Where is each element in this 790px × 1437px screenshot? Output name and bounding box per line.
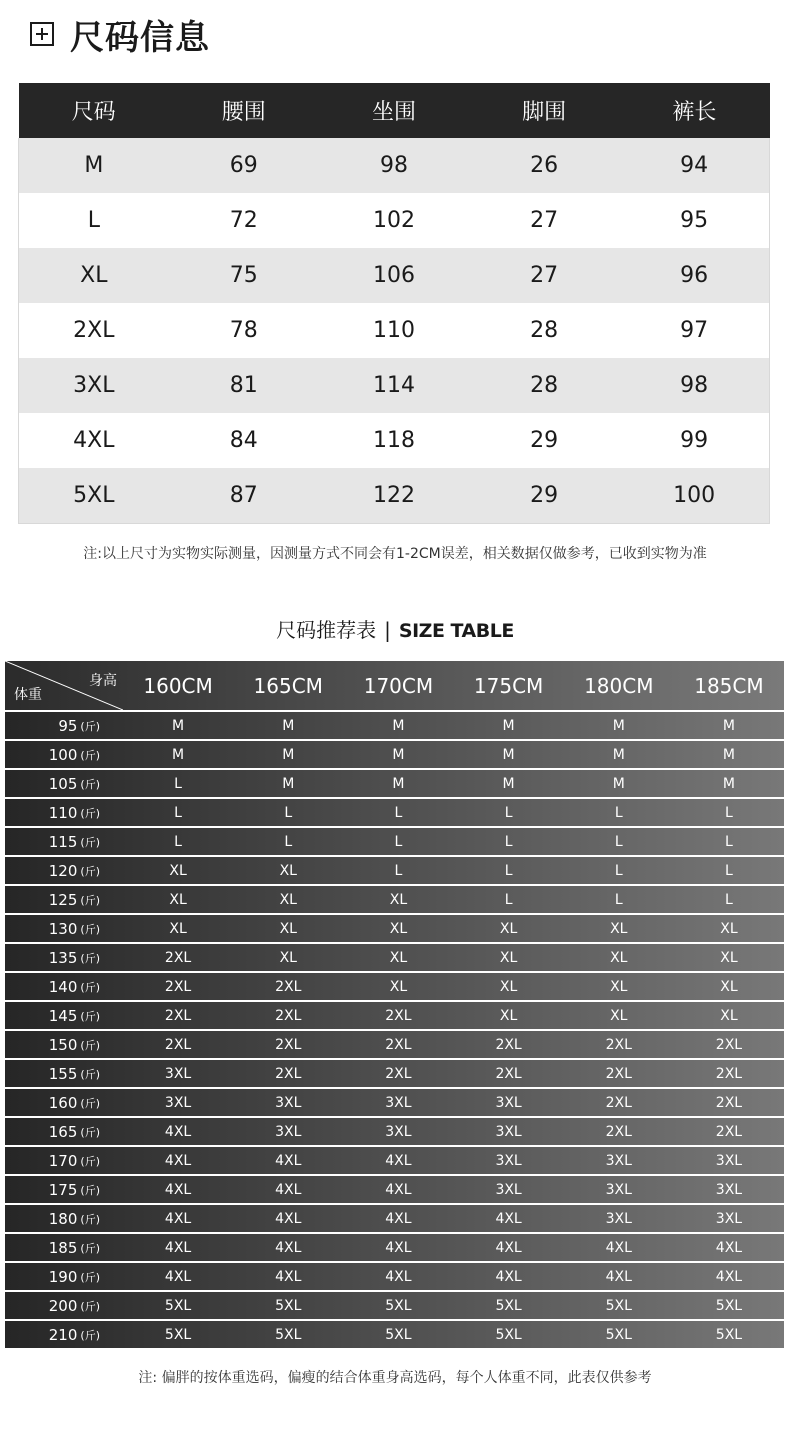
recommend-header-row [5, 661, 784, 710]
size-info-cell: 28 [469, 303, 619, 358]
size-cell: 4XL [164, 1239, 192, 1256]
size-info-header-cell: 腰围 [169, 83, 319, 138]
weight-cell [5, 741, 123, 768]
size-info-header-cell: 尺码 [19, 83, 169, 138]
weight-unit: (斤) [80, 777, 100, 791]
weight-cell [5, 828, 123, 855]
size-cell: M [502, 746, 515, 763]
weight-value: 115 [48, 832, 78, 851]
weight-value: 125 [48, 890, 78, 909]
size-cell: 3XL [495, 1094, 522, 1111]
size-info-row [19, 413, 770, 468]
size-cell: 2XL [385, 1007, 412, 1024]
size-cell: 5XL [275, 1297, 302, 1314]
size-cell: XL [720, 949, 738, 966]
size-cell: 3XL [495, 1123, 522, 1140]
weight-cell [5, 1263, 123, 1290]
size-info-cell: XL [19, 248, 169, 303]
title-separator: | [384, 618, 391, 642]
size-cell: 5XL [164, 1297, 192, 1314]
weight-cell [5, 915, 123, 942]
size-cell: 2XL [275, 1065, 302, 1082]
size-cell: XL [610, 1007, 628, 1024]
size-cell: M [282, 717, 295, 734]
size-cell: 3XL [164, 1094, 192, 1111]
weight-unit: (斤) [80, 864, 100, 878]
weight-cell [5, 886, 123, 913]
size-cell: 2XL [495, 1036, 522, 1053]
weight-cell [5, 1031, 123, 1058]
size-cell: 3XL [605, 1210, 632, 1227]
size-info-cell: 84 [169, 413, 319, 468]
weight-unit: (斤) [80, 1270, 100, 1284]
weight-cell [5, 973, 123, 1000]
weight-unit: (斤) [80, 1125, 100, 1139]
size-cell: XL [169, 920, 187, 937]
weight-unit: (斤) [80, 951, 100, 965]
size-info-cell: 2XL [19, 303, 169, 358]
size-info-cell: 26 [469, 138, 619, 193]
size-cell: L [284, 804, 293, 821]
size-cell: 4XL [164, 1268, 192, 1285]
recommend-row [5, 1147, 784, 1174]
size-cell: L [614, 862, 623, 879]
weight-value: 200 [48, 1296, 78, 1315]
weight-cell [5, 1234, 123, 1261]
size-cell: 5XL [715, 1297, 743, 1314]
size-cell: XL [610, 920, 628, 937]
size-cell: 4XL [385, 1210, 412, 1227]
size-cell: L [725, 891, 733, 908]
recommend-row [5, 1292, 784, 1319]
weight-value: 145 [48, 1006, 78, 1025]
size-info-cell: 29 [469, 413, 619, 468]
size-cell: 2XL [605, 1123, 632, 1140]
size-info-cell: 99 [619, 413, 769, 468]
size-cell: M [612, 746, 625, 763]
size-info-cell: 98 [319, 138, 469, 193]
size-info-cell: 94 [619, 138, 769, 193]
weight-cell [5, 712, 123, 739]
size-cell: 4XL [385, 1268, 412, 1285]
recommend-title-en: SIZE TABLE [398, 620, 514, 642]
size-cell: 2XL [715, 1123, 743, 1140]
size-info-cell: 102 [319, 193, 469, 248]
section-header [30, 14, 210, 58]
size-info-table [18, 83, 770, 524]
size-cell: L [174, 833, 182, 850]
recommend-row [5, 1263, 784, 1290]
height-header-cell: 175CM [473, 673, 544, 698]
weight-cell [5, 1118, 123, 1145]
size-cell: 2XL [275, 978, 302, 995]
size-cell: 5XL [275, 1326, 302, 1343]
weight-cell [5, 1089, 123, 1116]
recommend-row [5, 1118, 784, 1145]
size-cell: 4XL [605, 1268, 632, 1285]
size-cell: XL [279, 891, 297, 908]
size-cell: 4XL [385, 1239, 412, 1256]
size-cell: L [504, 862, 513, 879]
weight-cell [5, 799, 123, 826]
size-cell: L [504, 804, 513, 821]
size-cell: XL [499, 978, 518, 995]
weight-unit: (斤) [80, 893, 100, 907]
size-cell: L [614, 891, 623, 908]
recommend-row [5, 1205, 784, 1232]
weight-value: 100 [48, 745, 78, 764]
size-cell: M [722, 775, 735, 792]
size-info-row [19, 468, 770, 523]
weight-unit: (斤) [80, 1009, 100, 1023]
weight-unit: (斤) [80, 806, 100, 820]
size-cell: 4XL [164, 1181, 192, 1198]
size-cell: M [282, 746, 295, 763]
weight-unit: (斤) [80, 1067, 100, 1081]
weight-value: 190 [48, 1267, 78, 1286]
weight-unit: (斤) [80, 1241, 100, 1255]
size-info-cell: 27 [469, 193, 619, 248]
weight-unit: (斤) [80, 980, 100, 994]
size-cell: 4XL [164, 1152, 192, 1169]
weight-unit: (斤) [80, 1299, 100, 1313]
size-cell: 2XL [275, 1007, 302, 1024]
size-cell: 4XL [164, 1123, 192, 1140]
size-cell: 4XL [385, 1152, 412, 1169]
size-info-cell: 98 [619, 358, 769, 413]
recommend-row [5, 886, 784, 913]
size-cell: M [502, 717, 515, 734]
recommend-row [5, 1031, 784, 1058]
weight-value: 185 [48, 1238, 78, 1257]
recommend-row [5, 1002, 784, 1029]
weight-unit: (斤) [80, 1328, 100, 1342]
size-cell: XL [279, 920, 297, 937]
size-cell: 3XL [275, 1094, 302, 1111]
recommend-row [5, 1321, 784, 1348]
size-cell: 4XL [385, 1181, 412, 1198]
size-cell: XL [499, 920, 518, 937]
size-cell: XL [169, 891, 187, 908]
size-cell: L [394, 862, 403, 879]
section-title: 尺码信息 [70, 17, 210, 58]
weight-cell [5, 944, 123, 971]
recommend-row [5, 799, 784, 826]
weight-unit: (斤) [80, 1212, 100, 1226]
corner-weight-label: 体重 [14, 687, 42, 703]
size-cell: M [722, 746, 735, 763]
size-info-cell: 110 [319, 303, 469, 358]
size-cell: XL [389, 891, 408, 908]
height-header-cell: 185CM [694, 673, 764, 698]
height-header-cell: 170CM [363, 673, 434, 698]
weight-value: 170 [48, 1151, 78, 1170]
size-info-cell: 106 [319, 248, 469, 303]
size-cell: 4XL [275, 1210, 302, 1227]
weight-unit: (斤) [80, 1096, 100, 1110]
size-cell: 3XL [715, 1181, 743, 1198]
size-cell: M [392, 717, 405, 734]
size-info-header-cell: 坐围 [319, 83, 469, 138]
weight-unit: (斤) [80, 922, 100, 936]
recommend-row [5, 973, 784, 1000]
size-cell: L [504, 833, 513, 850]
size-cell: XL [169, 862, 187, 879]
size-cell: 2XL [715, 1065, 743, 1082]
size-cell: L [725, 862, 733, 879]
size-cell: 3XL [605, 1181, 632, 1198]
weight-cell [5, 1205, 123, 1232]
size-cell: L [614, 833, 623, 850]
recommend-body [5, 712, 784, 1348]
size-cell: 5XL [385, 1326, 412, 1343]
recommend-row [5, 712, 784, 739]
size-cell: M [172, 717, 185, 734]
weight-cell [5, 1147, 123, 1174]
weight-value: 120 [48, 861, 78, 880]
size-cell: 4XL [495, 1239, 522, 1256]
size-info-cell: 28 [469, 358, 619, 413]
weight-value: 210 [48, 1325, 78, 1344]
weight-cell [5, 1292, 123, 1319]
weight-unit: (斤) [80, 1183, 100, 1197]
size-cell: XL [499, 1007, 518, 1024]
size-cell: M [392, 775, 405, 792]
size-cell: 2XL [164, 949, 192, 966]
size-cell: XL [610, 978, 628, 995]
size-info-cell: 118 [319, 413, 469, 468]
size-cell: 4XL [495, 1210, 522, 1227]
size-info-header-cell: 脚围 [469, 83, 619, 138]
size-info-row [19, 303, 770, 358]
size-cell: 5XL [164, 1326, 192, 1343]
size-cell: 4XL [164, 1210, 192, 1227]
size-cell: 5XL [605, 1326, 632, 1343]
size-cell: 2XL [164, 1007, 192, 1024]
size-cell: M [722, 717, 735, 734]
size-info-cell: 95 [619, 193, 769, 248]
size-info-row [19, 193, 770, 248]
size-cell: 2XL [715, 1094, 743, 1111]
size-info-body [19, 138, 770, 523]
height-header-cell: 165CM [253, 673, 323, 698]
weight-cell [5, 1002, 123, 1029]
size-cell: 3XL [275, 1123, 302, 1140]
size-cell: 2XL [605, 1094, 632, 1111]
weight-value: 160 [48, 1093, 78, 1112]
recommend-row [5, 1176, 784, 1203]
recommend-row [5, 741, 784, 768]
weight-cell [5, 770, 123, 797]
size-info-cell: 97 [619, 303, 769, 358]
weight-cell [5, 1321, 123, 1348]
weight-value: 135 [48, 948, 78, 967]
weight-value: 110 [48, 803, 78, 822]
size-cell: 5XL [495, 1326, 522, 1343]
size-cell: 2XL [605, 1036, 632, 1053]
size-info-cell: M [19, 138, 169, 193]
weight-unit: (斤) [80, 719, 100, 733]
size-cell: 5XL [385, 1297, 412, 1314]
size-cell: XL [389, 920, 408, 937]
size-cell: M [612, 717, 625, 734]
weight-value: 140 [48, 977, 78, 996]
recommend-row [5, 770, 784, 797]
size-cell: M [172, 746, 185, 763]
size-cell: XL [720, 1007, 738, 1024]
size-cell: XL [279, 862, 297, 879]
size-cell: 3XL [495, 1181, 522, 1198]
corner-height-label: 身高 [89, 673, 117, 689]
size-recommend-table [5, 661, 784, 1350]
size-cell: 2XL [275, 1036, 302, 1053]
size-info-cell: 29 [469, 468, 619, 523]
size-cell: 2XL [164, 978, 192, 995]
size-cell: M [282, 775, 295, 792]
size-info-header-cell: 裤长 [619, 83, 769, 138]
weight-value: 165 [48, 1122, 78, 1141]
size-cell: 2XL [605, 1065, 632, 1082]
size-info-cell: 72 [169, 193, 319, 248]
size-info-cell: 69 [169, 138, 319, 193]
size-info-cell: L [19, 193, 169, 248]
recommend-note: 注: 偏胖的按体重选码，偏瘦的结合体重身高选码，每个人体重不同，此表仅供参考 [138, 1370, 652, 1386]
size-info-cell: 5XL [19, 468, 169, 523]
size-cell: 2XL [164, 1036, 192, 1053]
size-cell: 4XL [275, 1239, 302, 1256]
size-recommend-title [0, 614, 790, 643]
weight-value: 180 [48, 1209, 78, 1228]
size-cell: 2XL [385, 1036, 412, 1053]
size-cell: 4XL [275, 1268, 302, 1285]
measurement-note: 注:以上尺寸为实物实际测量，因测量方式不同会有1-2CM误差，相关数据仅做参考，已收到实物为准 [83, 546, 707, 562]
size-info-cell: 122 [319, 468, 469, 523]
size-cell: L [394, 833, 403, 850]
size-cell: 4XL [715, 1239, 743, 1256]
size-cell: 5XL [715, 1326, 743, 1343]
size-info-row [19, 358, 770, 413]
size-cell: 4XL [495, 1268, 522, 1285]
size-cell: 5XL [495, 1297, 522, 1314]
plus-square-icon [30, 22, 54, 46]
size-info-cell: 100 [619, 468, 769, 523]
size-info-row [19, 138, 770, 193]
height-header-cell: 160CM [143, 673, 213, 698]
size-cell: L [284, 833, 293, 850]
size-cell: XL [389, 949, 408, 966]
weight-cell [5, 1060, 123, 1087]
size-cell: XL [389, 978, 408, 995]
size-cell: L [504, 891, 513, 908]
size-info-cell: 4XL [19, 413, 169, 468]
weight-unit: (斤) [80, 1154, 100, 1168]
size-info-row [19, 248, 770, 303]
size-cell: XL [499, 949, 518, 966]
size-cell: XL [610, 949, 628, 966]
size-cell: XL [720, 920, 738, 937]
size-info-cell: 27 [469, 248, 619, 303]
size-info-cell: 3XL [19, 358, 169, 413]
weight-unit: (斤) [80, 1038, 100, 1052]
recommend-row [5, 857, 784, 884]
size-info-cell: 114 [319, 358, 469, 413]
size-cell: L [725, 804, 733, 821]
size-cell: L [725, 833, 733, 850]
size-cell: M [612, 775, 625, 792]
size-cell: 2XL [385, 1065, 412, 1082]
size-cell: 4XL [275, 1181, 302, 1198]
size-cell: L [394, 804, 403, 821]
size-cell: L [614, 804, 623, 821]
size-cell: 3XL [715, 1152, 743, 1169]
weight-value: 150 [48, 1035, 78, 1054]
recommend-row [5, 944, 784, 971]
size-cell: L [174, 775, 182, 792]
weight-value: 95 [58, 716, 78, 735]
size-info-cell: 78 [169, 303, 319, 358]
size-cell: 4XL [275, 1152, 302, 1169]
weight-cell [5, 1176, 123, 1203]
size-cell: 4XL [715, 1268, 743, 1285]
size-cell: 3XL [385, 1094, 412, 1111]
recommend-row [5, 828, 784, 855]
size-info-cell: 75 [169, 248, 319, 303]
size-cell: 2XL [715, 1036, 743, 1053]
size-cell: 4XL [605, 1239, 632, 1256]
size-cell: 5XL [605, 1297, 632, 1314]
size-cell: XL [720, 978, 738, 995]
height-header-cell: 180CM [584, 673, 654, 698]
size-cell: M [502, 775, 515, 792]
size-cell: M [392, 746, 405, 763]
weight-value: 155 [48, 1064, 78, 1083]
weight-value: 105 [48, 774, 78, 793]
recommend-row [5, 1089, 784, 1116]
size-cell: L [174, 804, 182, 821]
recommend-row [5, 1234, 784, 1261]
size-info-cell: 81 [169, 358, 319, 413]
size-cell: 3XL [605, 1152, 632, 1169]
corner-cell [5, 661, 123, 710]
size-cell: 3XL [495, 1152, 522, 1169]
size-info-cell: 87 [169, 468, 319, 523]
size-info-header-row [19, 83, 770, 138]
size-cell: 3XL [715, 1210, 743, 1227]
size-cell: XL [279, 949, 297, 966]
weight-unit: (斤) [80, 835, 100, 849]
weight-cell [5, 857, 123, 884]
weight-unit: (斤) [80, 748, 100, 762]
recommend-title-cn: 尺码推荐表 [276, 618, 377, 642]
size-cell: 3XL [385, 1123, 412, 1140]
weight-value: 175 [48, 1180, 78, 1199]
size-cell: 3XL [164, 1065, 192, 1082]
recommend-row [5, 915, 784, 942]
size-info-cell: 96 [619, 248, 769, 303]
weight-value: 130 [48, 919, 78, 938]
size-cell: 2XL [495, 1065, 522, 1082]
recommend-row [5, 1060, 784, 1087]
